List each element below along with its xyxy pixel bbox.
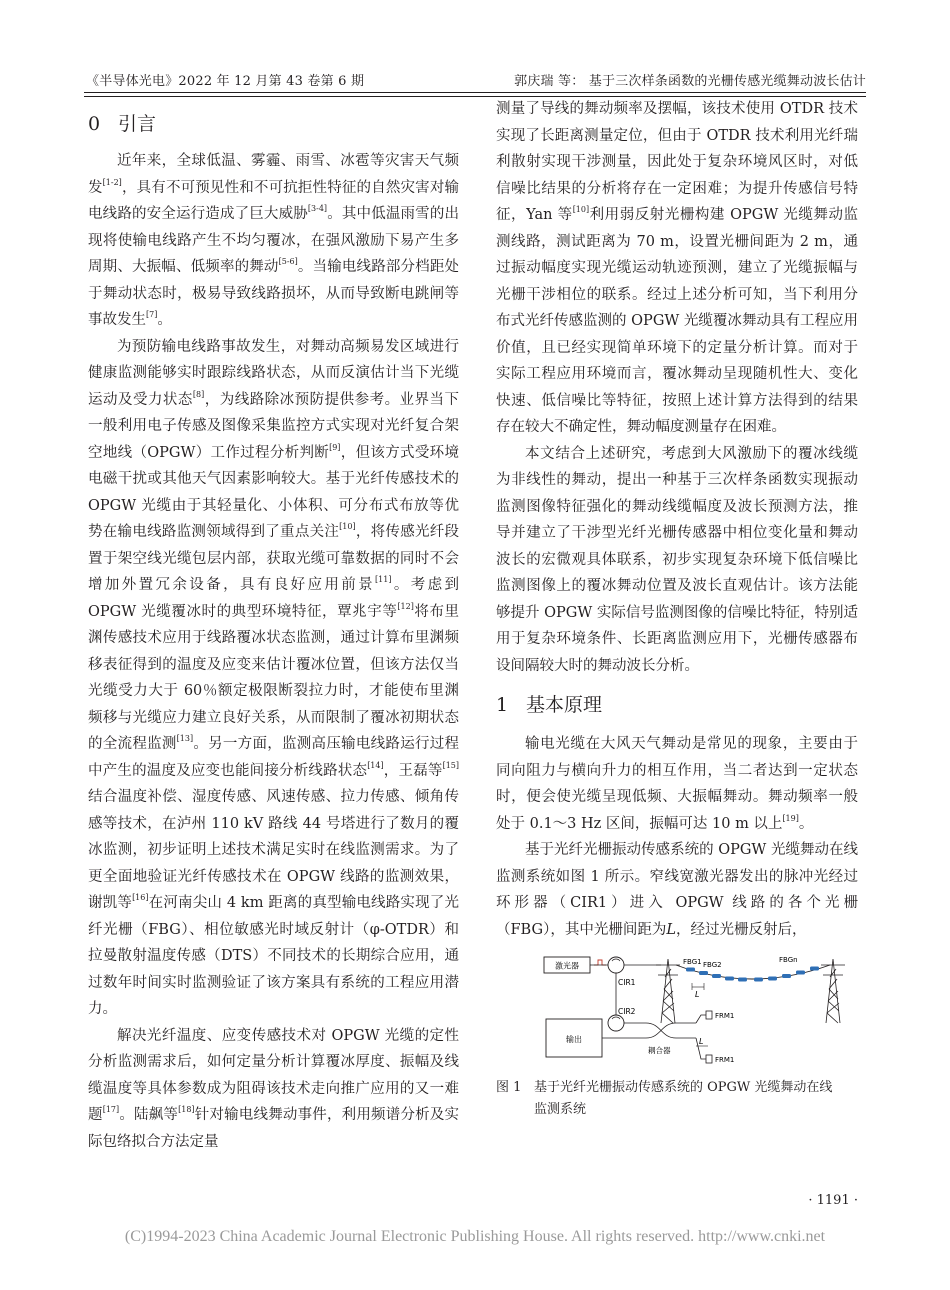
section-number: 1 [496, 694, 509, 716]
paragraph [88, 148, 459, 334]
citation: [1-2] [102, 177, 122, 187]
paragraph [88, 334, 459, 1023]
text-run: 。另一方面，监测高压输电线路运行过程中产生的温度及应变也能间接分析线路状态 [88, 736, 460, 779]
citation: [18] [178, 1105, 195, 1114]
text-run: 近年来，全球低温、雾霾、雨雪、冰雹等灾害天气频发 [88, 153, 459, 196]
section-number: 0 [88, 113, 101, 135]
copyright-watermark: (C)1994-2023 China Academic Journal Electronic Publishing House. All rights reserved. http://www.cnki.net [124, 1228, 826, 1245]
citation: [13] [176, 734, 194, 743]
frm-bottom [706, 1055, 712, 1063]
text-run: ，但该方式受环境电磁干扰或其他天气因素影响较大。基于光纤传感技术的 OPGW 光缆由于其轻量化、小体积、可分布式布放等优势在输电线路监测领域得到了重点关注 [88, 444, 459, 540]
paragraph [496, 731, 858, 837]
text-run: 。陆飙等 [119, 1107, 179, 1123]
citation: [8] [192, 389, 205, 399]
text-run: 。 [157, 312, 172, 328]
right-body-text-bottom [496, 731, 858, 943]
text-run: 利用弱反射光栅构建 OPGW 光缆舞动监测线路，测试距离为 70 m，设置光栅间距为 2 m，通过振动幅度实现光缆运动轨迹预测，建立了光缆振幅与光栅干涉相位的联系。经过上述分析可知，当下利用分布式光纤传感监测的 OPGW 光缆覆冰舞动具有工程应用价值，且已经实现简单环境下的定量分析计算。而对于实际工程应用环境而言，覆冰舞动呈现随机性大、变化快速、低信噪比等特征，按照上述计算方法得到的结果存在较大不确定性，舞动幅度测量存在困难。 [496, 207, 858, 435]
text-run: ，经过光栅反射后， [675, 921, 807, 938]
laser-label: 激光器 [555, 961, 579, 971]
frm1-label-bottom: FRM1 [715, 1056, 735, 1064]
text-run: 。 [798, 815, 814, 832]
text-run: 将布里渊传感技术应用于线路覆冰状态监测，通过计算布里渊频移表征得到的温度及应变来估计覆冰位置，但该方法仅当光缆受力大于 60％额定极限断裂拉力时，才能使布里渊频移与光缆应力建立良好关系，从而限制了覆冰初期状态的全流程监测 [88, 603, 460, 752]
text-run: 解决光纤温度、应变传感技术对 OPGW 光缆的定性分析监测需求后，如何定量分析计算覆冰厚度、振幅及线缆温度等具体参数成为阻碍该技术走向推广应用的又一难题 [88, 1027, 459, 1123]
circulator-arrow-icon [612, 959, 620, 961]
fbg2-label: FBG2 [703, 961, 722, 969]
text-run: 基于光纤光栅振动传感系统的 OPGW 光缆舞动在线监测系统如图 1 所示。窄线宽激光器发出的脉冲光经过环形器（CIR1）进入 OPGW 线路的各个光栅（FBG），其中光栅间距为 [496, 842, 858, 938]
text-run: 。考虑到 OPGW 光缆覆冰时的典型环境特征，覃兆宇等 [88, 577, 460, 620]
cir2-label: CIR2 [618, 1007, 636, 1016]
cir1-label: CIR1 [618, 978, 636, 987]
transmission-tower-right [821, 959, 845, 1023]
figure-1 [496, 953, 858, 1073]
citation: [19] [782, 813, 799, 823]
fbg1-label: FBG1 [683, 958, 702, 966]
fbgn-label: FBGn [779, 956, 798, 964]
citation: [14] [367, 760, 384, 770]
running-header-article: 郭庆瑞 等： 基于三次样条函数的光栅传感光缆舞动波长估计 [514, 74, 866, 89]
text-run: 针对输电线舞动事件，利用频谱分析及实际包络拟合方法定量 [88, 1107, 460, 1150]
coupler [646, 1023, 676, 1038]
figure-caption [496, 1077, 858, 1121]
citation: [7] [146, 310, 158, 319]
section-title: 引言 [118, 113, 157, 135]
spacing-label-bottom: L [699, 1037, 704, 1046]
transmission-tower-left [656, 959, 680, 1023]
text-run: 在河南尖山 4 km 距离的真型输电线路实现了光纤光栅（FBG）、相位敏感光时域反射计（φ-OTDR）和拉曼散射温度传感（DTS）不同技术的长期综合应用，通过数年时间实时监测验证了该方案具有系统的工程应用潜力。 [88, 895, 459, 1017]
text-run: ，为线路除冰预防提供参考。业界当下一般利用电子传感及图像采集监控方式实现对光纤复合架空地线（OPGW）工作过程分析判断 [88, 391, 460, 461]
right-body-text-top [496, 96, 858, 679]
section-title: 基本原理 [526, 694, 603, 716]
text-run: 。其中低温雨雪的出现将使输电线路产生不均匀覆冰，在强风激励下易产生多周期、大振幅、低频率的舞动 [88, 206, 459, 275]
variable: L [666, 921, 676, 938]
caption-text-line2: 监测系统 [534, 1102, 587, 1117]
citation: [5-6] [278, 257, 298, 266]
paragraph [496, 441, 858, 680]
citation: [9] [329, 442, 341, 452]
left-body-text [88, 148, 459, 1155]
paragraph [496, 96, 858, 441]
citation: [16] [132, 893, 149, 902]
header-rule-thick [84, 92, 866, 93]
left-column [88, 104, 459, 1155]
text-run: ，将传感光纤段置于架空线光缆包层内部，获取光缆可靠数据的同时不会增加外置冗余设备，具有良好应用前景 [88, 524, 460, 593]
paragraph [88, 1023, 459, 1156]
citation: [17] [102, 1105, 120, 1114]
section-heading-basic-principle [496, 689, 858, 721]
circulator-2 [608, 1015, 624, 1031]
section-heading-introduction [88, 108, 459, 140]
citation: [11] [375, 575, 392, 584]
text-run: 结合温度补偿、湿度传感、风速传感、拉力传感、倾角传感等技术，在泸州 110 kV 路线 44 号塔进行了数月的覆冰监测，初步证明上述技术满足实时在线监测需求。为了更全面地验证光纤传感技术在 OPGW 线路的监测效果，谢凯等 [88, 789, 459, 911]
running-header-journal: 《半导体光电》2022 年 12 月第 43 卷第 6 期 [86, 74, 365, 89]
citation: [3-4] [307, 204, 328, 213]
text-run: 本文结合上述研究，考虑到大风激励下的覆冰线缆为非线性的舞动，提出一种基于三次样条函数实现振动监测图像特征强化的舞动线缆幅度及波长预测方法，推导并建立了干涉型光纤光栅传感器中相位变化量和舞动波长的宏微观具体联系，初步实现复杂环境下低信噪比监测图像上的覆冰舞动位置及波长直观估计。该方法能够提升 OPGW 实际信号监测图像的信噪比特征，特别适用于复杂环境条件、长距离监测应用下，光栅传感器布设间隔较大时的舞动波长分析。 [496, 445, 858, 674]
circulator-1 [608, 957, 624, 973]
caption-text-line1: 基于光纤光栅振动传感系统的 OPGW 光缆舞动在线 [534, 1080, 833, 1095]
pulse-icon [594, 960, 606, 965]
circulator-arrow-icon [612, 1017, 620, 1019]
spacing-label-top: L [695, 990, 700, 999]
paragraph [496, 837, 858, 943]
citation: [10] [339, 522, 356, 531]
text-run: 。当输电线路部分档距处于舞动状态时，极易导致线路损坏，从而导致断电跳闸等事故发生 [88, 259, 460, 328]
citation: [10] [572, 205, 590, 214]
caption-label: 图 1 [496, 1080, 522, 1095]
citation: [12] [397, 601, 414, 611]
right-column [496, 96, 858, 1121]
text-run: 输电光缆在大风天气舞动是常见的现象，主要由于同向阻力与横向升力的相互作用，当二者达到一定状态时，便会使光缆呈现低频、大振幅舞动。舞动频率一般处于 0.1～3 Hz 区间，振幅可达 10 m 以上 [496, 736, 858, 832]
text-run: ，具有不可预见性和不可抗拒性特征的自然灾害对输电线路的安全运行造成了巨大威胁 [88, 179, 460, 222]
text-run: 为预防输电线路事故发生，对舞动高频易发区域进行健康监测能够实时跟踪线路状态，从而反演估计当下光缆运动及受力状态 [88, 338, 459, 408]
page-number: · 1191 · [808, 1193, 858, 1208]
text-run: 测量了导线的舞动频率及摆幅，该技术使用 OTDR 技术实现了长距离测量定位，但由于 OTDR 技术利用光纤瑞利散射实现干涉测量，因此处于复杂环境风区时，对低信噪比结果的分析将存在一定困难；为提升传感信号特征，Yan 等 [496, 101, 858, 223]
text-run: ，王磊等 [383, 762, 443, 779]
coupler-label: 耦合器 [648, 1046, 671, 1055]
frm-top [706, 1011, 712, 1019]
frm1-label-top: FRM1 [715, 1012, 735, 1020]
citation: [15] [442, 760, 460, 770]
output-label: 输出 [566, 1035, 582, 1044]
system-diagram [496, 953, 858, 1073]
